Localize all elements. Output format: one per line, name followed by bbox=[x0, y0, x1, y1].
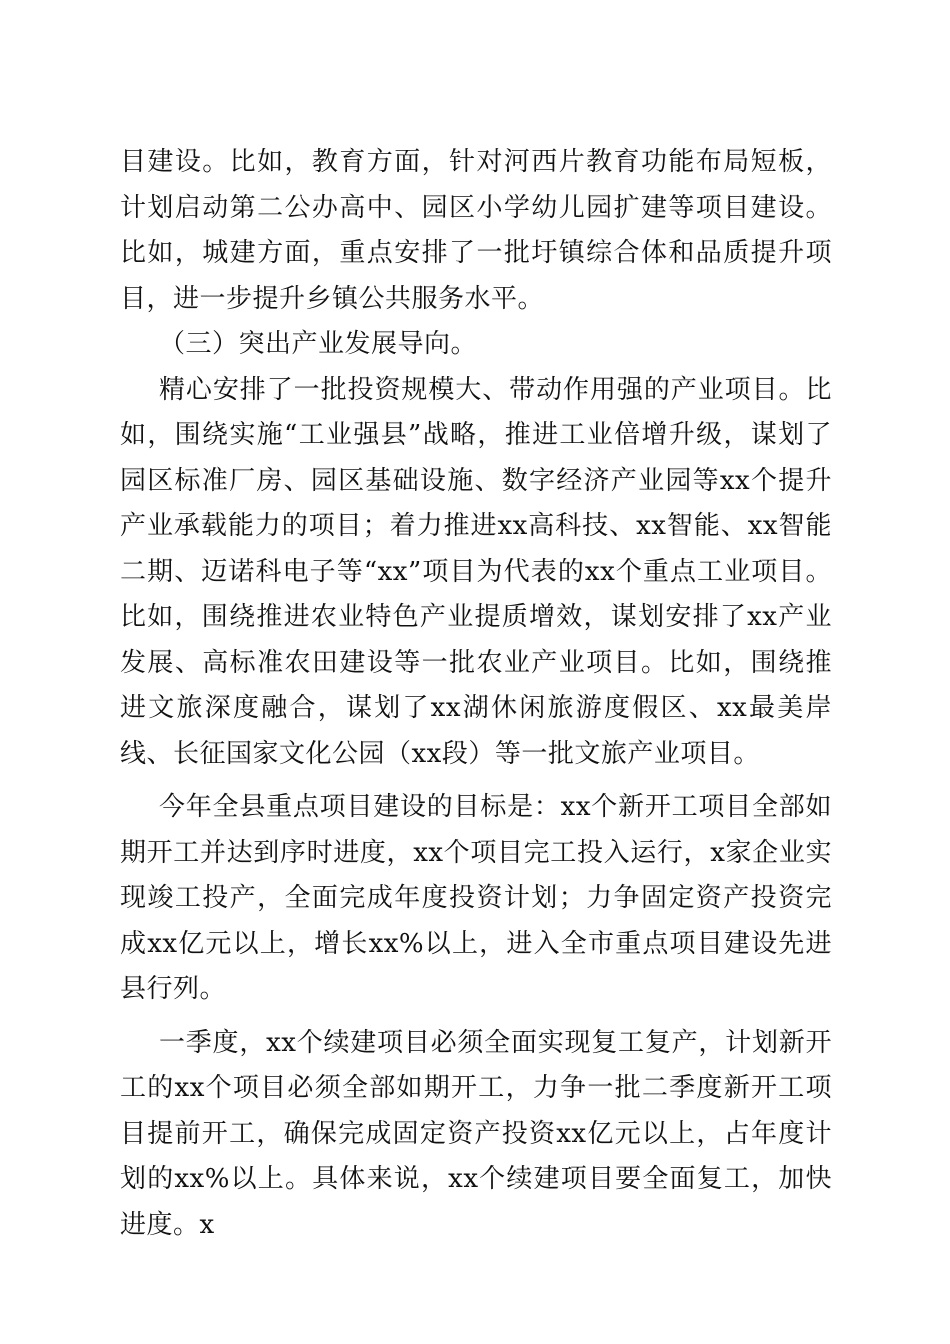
paragraph-industry-projects: 精心安排了一批投资规模大、带动作用强的产业项目。比如，围绕实施“工业强县”战略，推进工业倍增升级，谋划了园区标准厂房、园区基础设施、数字经济产业园等xx个提升产业承载能力的项目；着力推进xx高科技、xx智能、xx智能二期、迈诺科电子等“xx”项目为代表的xx个重点工业项目。比如，围绕推进农业特色产业提质增效，谋划安排了xx产业发展、高标准农田建设等一批农业产业项目。比如，围绕推进文旅深度融合，谋划了xx湖休闲旅游度假区、xx最美岸线、长征国家文化公园（xx段）等一批文旅产业项目。 bbox=[120, 374, 832, 769]
paragraph-continuation: 目建设。比如，教育方面，针对河西片教育功能布局短板，计划启动第二公办高中、园区小学幼儿园扩建等项目建设。比如，城建方面，重点安排了一批圩镇综合体和品质提升项目，进一步提升乡镇公共服务水平。 bbox=[120, 147, 832, 314]
paragraph-gap bbox=[120, 1013, 832, 1021]
document-body bbox=[120, 140, 832, 1248]
section-heading: （三）突出产业发展导向。 bbox=[159, 329, 478, 359]
paragraph-first-quarter: 一季度，xx个续建项目必须全面实现复工复产，计划新开工的xx个项目必须全部如期开工，力争一批二季度新开工项目提前开工，确保完成固定资产投资xx亿元以上，占年度计划的xx%以上。具体来说，xx个续建项目要全面复工，加快进度。x bbox=[120, 1027, 832, 1240]
paragraph-gap bbox=[120, 777, 832, 785]
paragraph-annual-goals: 今年全县重点项目建设的目标是：xx个新开工项目全部如期开工并达到序时进度，xx个项目完工投入运行，x家企业实现竣工投产，全面完成年度投资计划；力争固定资产投资完成xx亿元以上，增长xx%以上，进入全市重点项目建设先进县行列。 bbox=[120, 792, 832, 1004]
